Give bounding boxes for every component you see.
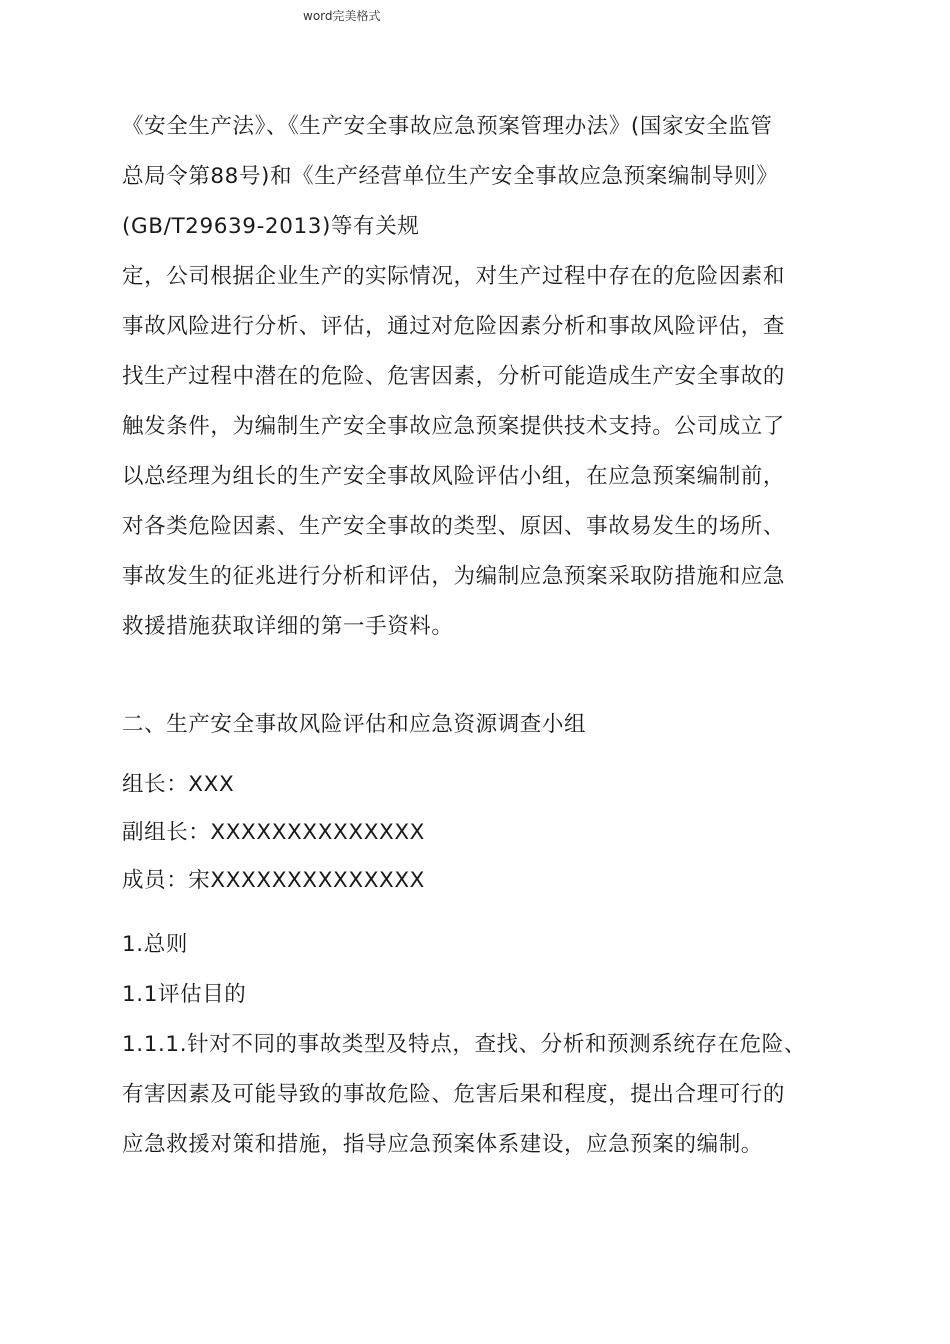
section-heading: 二、生产安全事故风险评估和应急资源调查小组 bbox=[122, 712, 587, 737]
team-deputy-leader: 副组长：XXXXXXXXXXXXXX bbox=[122, 820, 426, 845]
subsection-heading: 1.1评估目的 bbox=[122, 982, 247, 1007]
paragraph-line: 触发条件，为编制生产安全事故应急预案提供技术支持。公司成立了 bbox=[122, 414, 786, 439]
paragraph-line: 总局令第88号)和《生产经营单位生产安全事故应急预案编制导则》 bbox=[122, 164, 779, 189]
paragraph-line: 事故发生的征兆进行分析和评估，为编制应急预案采取防措施和应急 bbox=[122, 564, 786, 589]
paragraph-line: 1.1.1.针对不同的事故类型及特点，查找、分析和预测系统存在危险、 bbox=[122, 1032, 806, 1057]
general-heading: 1.总则 bbox=[122, 932, 188, 957]
team-members: 成员：宋XXXXXXXXXXXXXX bbox=[122, 868, 426, 893]
paragraph-line: 定，公司根据企业生产的实际情况，对生产过程中存在的危险因素和 bbox=[122, 264, 786, 289]
team-leader: 组长：XXX bbox=[122, 772, 235, 797]
paragraph-line: 《安全生产法》、《生产安全事故应急预案管理办法》(国家安全监管 bbox=[122, 114, 773, 139]
paragraph-line: 应急救援对策和措施，指导应急预案体系建设，应急预案的编制。 bbox=[122, 1132, 763, 1157]
paragraph-line: 以总经理为组长的生产安全事故风险评估小组，在应急预案编制前， bbox=[122, 464, 786, 489]
paragraph-line: 找生产过程中潜在的危险、危害因素，分析可能造成生产安全事故的 bbox=[122, 364, 786, 389]
paragraph-line: 救援措施获取详细的第一手资料。 bbox=[122, 614, 454, 639]
paragraph-line: 事故风险进行分析、评估，通过对危险因素分析和事故风险评估，查 bbox=[122, 314, 786, 339]
paragraph-line: (GB/T29639-2013)等有关规 bbox=[122, 214, 420, 239]
header-watermark: word完美格式 bbox=[303, 9, 381, 23]
paragraph-line: 对各类危险因素、生产安全事故的类型、原因、事故易发生的场所、 bbox=[122, 514, 786, 539]
paragraph-line: 有害因素及可能导致的事故危险、危害后果和程度，提出合理可行的 bbox=[122, 1082, 786, 1107]
